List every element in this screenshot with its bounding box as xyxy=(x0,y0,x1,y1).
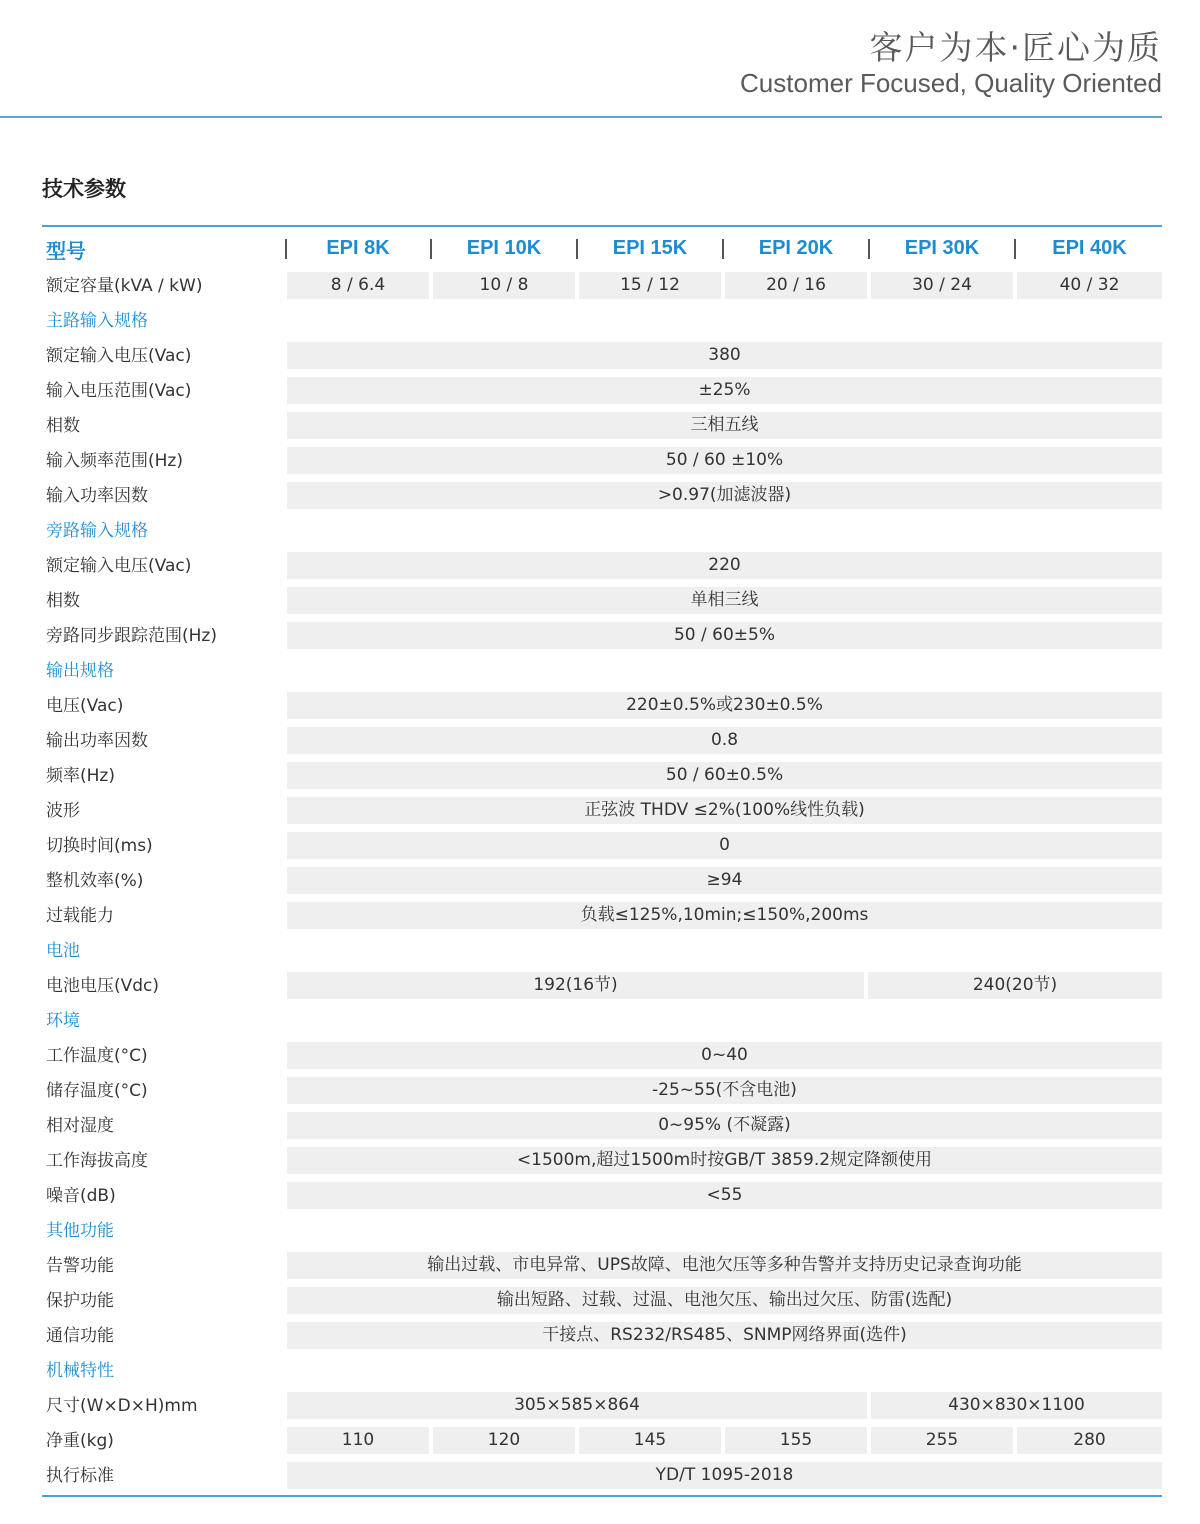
row-label: 工作海拔高度 xyxy=(46,1151,148,1171)
spec-row xyxy=(42,829,1162,864)
size-row xyxy=(42,1389,1162,1424)
battery-voltage-large: 240(20节) xyxy=(868,972,1162,999)
capacity-value: 10 / 8 xyxy=(433,272,575,299)
category-main-input xyxy=(42,304,1162,339)
section-title: 技术参数 xyxy=(42,177,126,201)
model-header-row xyxy=(42,227,1162,269)
spec-row xyxy=(42,1039,1162,1074)
category-title: 旁路输入规格 xyxy=(46,521,148,541)
row-label: 执行标准 xyxy=(46,1466,114,1486)
row-value: 0.8 xyxy=(287,727,1162,754)
row-value: 0 xyxy=(287,832,1162,859)
row-value: 三相五线 xyxy=(287,412,1162,439)
category-title: 环境 xyxy=(46,1011,80,1031)
row-label: 尺寸(W×D×H)mm xyxy=(46,1396,198,1416)
row-label: 波形 xyxy=(46,801,80,821)
capacity-row xyxy=(42,269,1162,304)
spec-row xyxy=(42,899,1162,934)
row-label: 输入频率范围(Hz) xyxy=(46,451,183,471)
category-environment xyxy=(42,1004,1162,1039)
row-value: <1500m,超过1500m时按GB/T 3859.2规定降额使用 xyxy=(287,1147,1162,1174)
row-value: >0.97(加滤波器) xyxy=(287,482,1162,509)
row-label: 额定容量(kVA / kW) xyxy=(46,276,203,296)
capacity-value: 40 / 32 xyxy=(1017,272,1162,299)
weight-value: 110 xyxy=(287,1427,429,1454)
spec-row xyxy=(42,1109,1162,1144)
battery-voltage-row xyxy=(42,969,1162,1004)
spec-row xyxy=(42,689,1162,724)
slogan-chinese: 客户为本·匠心为质 xyxy=(869,28,1162,67)
row-value: 输出过载、市电异常、UPS故障、电池欠压等多种告警并支持历史记录查询功能 xyxy=(287,1252,1162,1279)
row-label: 整机效率(%) xyxy=(46,871,144,891)
battery-voltage-small: 192(16节) xyxy=(287,972,864,999)
model-name: EPI 40K xyxy=(1052,237,1127,259)
spec-row xyxy=(42,374,1162,409)
size-large: 430×830×1100 xyxy=(871,1392,1162,1419)
row-label: 告警功能 xyxy=(46,1256,114,1276)
spec-row xyxy=(42,444,1162,479)
row-label: 旁路同步跟踪范围(Hz) xyxy=(46,626,217,646)
standard-row xyxy=(42,1459,1162,1494)
row-label: 相数 xyxy=(46,416,80,436)
row-label: 噪音(dB) xyxy=(46,1186,116,1206)
spec-row xyxy=(42,1074,1162,1109)
row-value: ≥94 xyxy=(287,867,1162,894)
spec-row xyxy=(42,584,1162,619)
row-value: 负载≤125%,10min;≤150%,200ms xyxy=(287,902,1162,929)
category-title: 机械特性 xyxy=(46,1361,114,1381)
row-value: 正弦波 THDV ≤2%(100%线性负载) xyxy=(287,797,1162,824)
weight-value: 155 xyxy=(725,1427,867,1454)
header-separator xyxy=(576,239,578,259)
row-value: 干接点、RS232/RS485、SNMP网络界面(选件) xyxy=(287,1322,1162,1349)
spec-row xyxy=(42,759,1162,794)
row-value: <55 xyxy=(287,1182,1162,1209)
size-small: 305×585×864 xyxy=(287,1392,867,1419)
row-value: 50 / 60±5% xyxy=(287,622,1162,649)
row-label: 频率(Hz) xyxy=(46,766,115,786)
category-battery xyxy=(42,934,1162,969)
spec-row xyxy=(42,409,1162,444)
header-separator xyxy=(1014,239,1016,259)
row-value: ±25% xyxy=(287,377,1162,404)
row-value: 220 xyxy=(287,552,1162,579)
row-label: 净重(kg) xyxy=(46,1431,114,1451)
spec-row xyxy=(42,1249,1162,1284)
weight-value: 145 xyxy=(579,1427,721,1454)
model-name: EPI 10K xyxy=(466,237,542,259)
row-value: 50 / 60 ±10% xyxy=(287,447,1162,474)
page-header xyxy=(0,0,1200,120)
row-label: 通信功能 xyxy=(46,1326,114,1346)
row-label: 输出功率因数 xyxy=(46,731,148,751)
header-separator xyxy=(722,239,724,259)
table-bottom-rule xyxy=(42,1495,1162,1497)
spec-row xyxy=(42,549,1162,584)
spec-row xyxy=(42,1144,1162,1179)
model-name: EPI 15K xyxy=(612,237,688,259)
spec-row xyxy=(42,339,1162,374)
model-name: EPI 30K xyxy=(904,237,980,259)
spec-row xyxy=(42,1179,1162,1214)
row-value: YD/T 1095-2018 xyxy=(287,1462,1162,1489)
row-label: 额定输入电压(Vac) xyxy=(46,556,192,576)
spec-row xyxy=(42,479,1162,514)
spec-table xyxy=(42,225,1162,1497)
row-label: 工作温度(°C) xyxy=(46,1046,148,1066)
weight-value: 255 xyxy=(871,1427,1013,1454)
weight-value: 280 xyxy=(1017,1427,1162,1454)
row-label: 电池电压(Vdc) xyxy=(46,976,160,996)
category-title: 主路输入规格 xyxy=(46,311,148,331)
row-value: 220±0.5%或230±0.5% xyxy=(287,692,1162,719)
weight-row xyxy=(42,1424,1162,1459)
row-label: 切换时间(ms) xyxy=(46,836,153,856)
category-other-functions xyxy=(42,1214,1162,1249)
weight-value: 120 xyxy=(433,1427,575,1454)
capacity-value: 15 / 12 xyxy=(579,272,721,299)
row-value: 输出短路、过载、过温、电池欠压、输出过欠压、防雷(选配) xyxy=(287,1287,1162,1314)
row-label: 储存温度(°C) xyxy=(46,1081,148,1101)
row-label: 电压(Vac) xyxy=(46,696,124,716)
row-value: -25~55(不含电池) xyxy=(287,1077,1162,1104)
row-label: 相对湿度 xyxy=(46,1116,114,1136)
header-separator xyxy=(430,239,432,259)
category-title: 其他功能 xyxy=(46,1221,114,1241)
header-separator xyxy=(868,239,870,259)
capacity-value: 20 / 16 xyxy=(725,272,867,299)
spec-row xyxy=(42,1319,1162,1354)
row-label: 输入功率因数 xyxy=(46,486,148,506)
capacity-value: 30 / 24 xyxy=(871,272,1013,299)
capacity-value: 8 / 6.4 xyxy=(287,272,429,299)
category-mechanical xyxy=(42,1354,1162,1389)
row-label: 保护功能 xyxy=(46,1291,114,1311)
row-value: 0~95% (不凝露) xyxy=(287,1112,1162,1139)
category-output xyxy=(42,654,1162,689)
header-divider xyxy=(0,116,1162,118)
row-value: 380 xyxy=(287,342,1162,369)
row-label: 额定输入电压(Vac) xyxy=(46,346,192,366)
spec-row xyxy=(42,619,1162,654)
category-title: 输出规格 xyxy=(46,661,114,681)
category-title: 电池 xyxy=(46,941,80,961)
spec-row xyxy=(42,864,1162,899)
model-name: EPI 8K xyxy=(326,237,390,259)
row-value: 50 / 60±0.5% xyxy=(287,762,1162,789)
row-label: 过载能力 xyxy=(46,906,114,926)
spec-row xyxy=(42,794,1162,829)
spec-row xyxy=(42,724,1162,759)
row-value: 单相三线 xyxy=(287,587,1162,614)
row-value: 0~40 xyxy=(287,1042,1162,1069)
model-name: EPI 20K xyxy=(758,237,834,259)
row-label: 输入电压范围(Vac) xyxy=(46,381,192,401)
slogan-english: Customer Focused, Quality Oriented xyxy=(740,68,1162,98)
model-label: 型号 xyxy=(46,239,86,263)
row-label: 相数 xyxy=(46,591,80,611)
category-bypass-input xyxy=(42,514,1162,549)
spec-row xyxy=(42,1284,1162,1319)
